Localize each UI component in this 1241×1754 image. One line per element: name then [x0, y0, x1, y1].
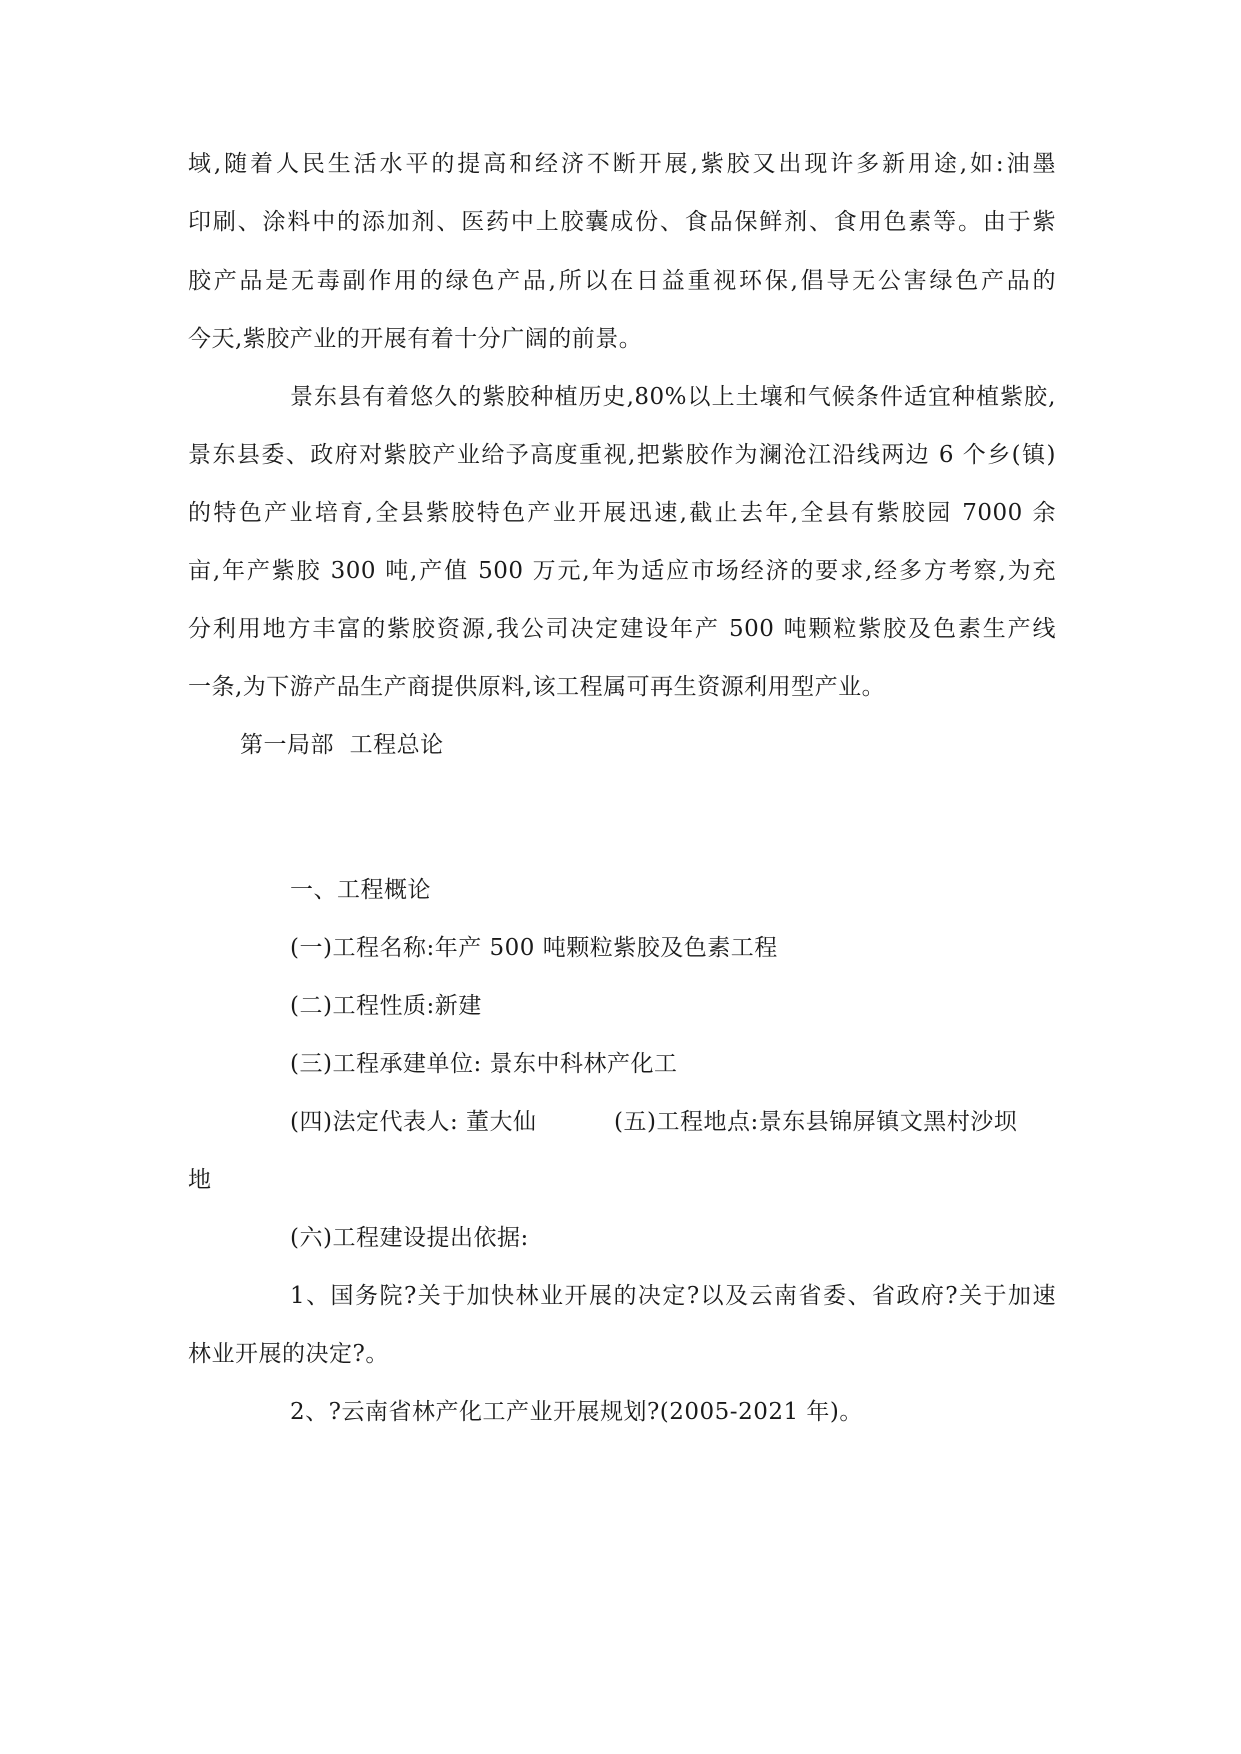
- intro-line-4: 今天,紫胶产业的开展有着十分广阔的前景。: [188, 326, 643, 352]
- background-line-4: 亩,年产紫胶 300 吨,产值 500 万元,年为适应市场经济的要求,经多方考察,为充: [188, 558, 1056, 584]
- basis-1-line-2: 林业开展的决定?。: [188, 1341, 389, 1367]
- item-project-location: (五)工程地点:景东县锦屏镇文黑村沙坝: [614, 1109, 1018, 1135]
- section-heading: 一、工程概论: [290, 877, 431, 903]
- intro-line-3: 胶产品是无毒副作用的绿色产品,所以在日益重视环保,倡导无公害绿色产品的: [188, 268, 1056, 294]
- item-project-nature: (二)工程性质:新建: [290, 993, 482, 1019]
- item-basis-title: (六)工程建设提出依据:: [290, 1225, 529, 1251]
- intro-line-2: 印刷、涂料中的添加剂、医药中上胶囊成份、食品保鲜剂、食用色素等。由于紫: [188, 209, 1056, 235]
- background-line-3: 的特色产业培育,全县紫胶特色产业开展迅速,截止去年,全县有紫胶园 7000 余: [188, 500, 1056, 526]
- item-project-name: (一)工程名称:年产 500 吨颗粒紫胶及色素工程: [290, 935, 778, 961]
- item-project-location-continued: 地: [188, 1167, 212, 1193]
- intro-line-1: 域,随着人民生活水平的提高和经济不断开展,紫胶又出现许多新用途,如:油墨: [188, 151, 1056, 177]
- item-legal-representative: (四)法定代表人: 董大仙: [290, 1109, 537, 1135]
- item-project-builder: (三)工程承建单位: 景东中科林产化工: [290, 1051, 678, 1077]
- background-line-5: 分利用地方丰富的紫胶资源,我公司决定建设年产 500 吨颗粒紫胶及色素生产线: [188, 616, 1056, 642]
- part-heading: 第一局部 工程总论: [240, 732, 444, 758]
- background-line-2: 景东县委、政府对紫胶产业给予高度重视,把紫胶作为澜沧江沿线两边 6 个乡(镇): [188, 442, 1056, 468]
- basis-2: 2、?云南省林产化工产业开展规划?(2005-2021 年)。: [290, 1399, 863, 1425]
- background-line-1: 景东县有着悠久的紫胶种植历史,80%以上土壤和气候条件适宜种植紫胶,: [290, 384, 1056, 410]
- basis-1-line-1: 1、国务院?关于加快林业开展的决定?以及云南省委、省政府?关于加速: [290, 1283, 1056, 1309]
- background-line-6: 一条,为下游产品生产商提供原料,该工程属可再生资源利用型产业。: [188, 674, 886, 700]
